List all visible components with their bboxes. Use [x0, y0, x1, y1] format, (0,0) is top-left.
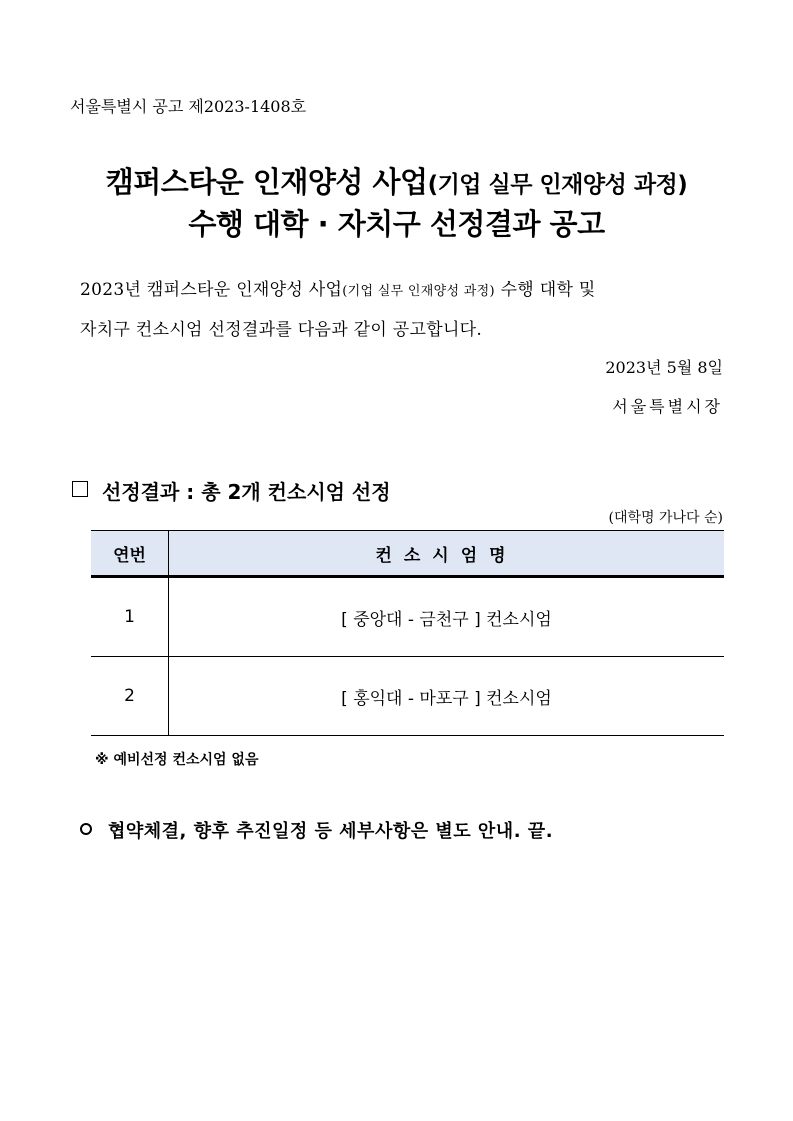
- title-main: 캠퍼스타운 인재양성 사업: [105, 165, 428, 199]
- table-header-row: [91, 531, 724, 577]
- checkbox-square-icon: [72, 481, 88, 497]
- table-cell-consortium: [ 중앙대 - 금천구 ] 컨소시엄: [169, 577, 725, 657]
- notice-date: 2023년 5월 8일: [605, 358, 723, 377]
- page-title: [0, 160, 793, 201]
- body-paragraph-line2: 자치구 컨소시엄 선정결과를 다음과 같이 공고합니다.: [80, 320, 483, 340]
- table-cell-number: 1: [91, 577, 169, 657]
- body-text-b: 수행 대학 및: [494, 280, 596, 300]
- table-row: [91, 657, 724, 736]
- title-subtitle: (기업 실무 인재양성 과정): [427, 172, 688, 198]
- page-title-line2: 수행 대학 · 자치구 선정결과 공고: [188, 207, 605, 241]
- body-text-a: 2023년 캠퍼스타운 인재양성 사업: [80, 280, 343, 300]
- result-table: [91, 530, 724, 736]
- reserve-note: ※ 예비선정 컨소시엄 없음: [95, 752, 259, 768]
- column-header-number: 연번: [91, 531, 169, 577]
- table-row: [91, 577, 724, 657]
- section-heading: 선정결과 : 총 2개 컨소시엄 선정: [102, 480, 391, 504]
- closing-text: 협약체결, 향후 추진일정 등 세부사항은 별도 안내. 끝.: [108, 821, 554, 842]
- column-header-consortium: 컨소시엄명: [169, 531, 725, 577]
- body-paragraph-line1: [80, 275, 596, 300]
- table-cell-consortium: [ 홍익대 - 마포구 ] 컨소시엄: [169, 657, 725, 736]
- table-cell-number: 2: [91, 657, 169, 736]
- body-text-small: (기업 실무 인재양성 과정): [342, 284, 495, 299]
- notice-number: 서울특별시 공고 제2023-1408호: [70, 97, 307, 116]
- circle-bullet-icon: [80, 823, 92, 835]
- sort-note: (대학명 가나다 순): [608, 510, 723, 526]
- signer: 서울특별시장: [612, 397, 723, 416]
